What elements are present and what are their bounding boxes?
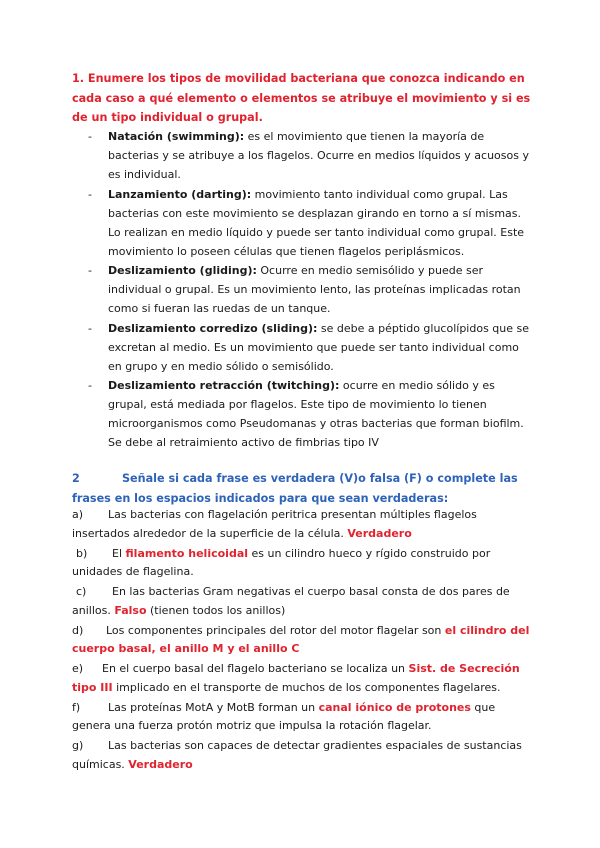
statement-d [72,622,534,659]
statement-label: g) [72,739,84,752]
statement-answer: el cilindro del cuerpo basal, el anillo M y el anillo C [72,623,530,655]
list-item [72,376,534,452]
list-item [72,319,534,376]
statement-label: e) [72,662,84,675]
statement-label: d) [72,623,84,637]
statement-g [72,737,534,774]
item-term: Deslizamiento corredizo (sliding): [108,321,318,335]
statement-f [72,699,534,736]
statement-answer: Verdadero [128,757,193,771]
statement-text: Las bacterias con flagelación peritrica presentan múltiples flagelos insertados alrededor de la superficie de la célula. [72,508,477,540]
statement-text: El [112,546,126,560]
statement-after: (tienen todos los anillos) [146,603,286,617]
statement-text: En las bacterias Gram negativas el cuerpo basal consta de dos pares de anillos. [72,585,510,617]
statement-after: que genera una fuerza protón motriz que impulsa la rotación flagelar. [72,700,496,732]
statement-answer: Sist. de Secreción tipo III [72,662,520,694]
list-item [72,127,534,184]
item-term: Lanzamiento (darting): [108,187,252,201]
list-item [72,261,534,318]
statement-answer: Verdadero [347,526,412,540]
statement-after: implicado en el transporte de muchos de los componentes flagelares. [112,680,501,694]
statement-c [72,583,534,620]
statement-answer: canal iónico de protones [318,700,471,714]
motility-list [72,127,534,453]
item-text: ocurre en medio sólido y es grupal, está mediada por flagelos. Este tipo de movimiento lo tienen microorganismos como Pseudomanas y otras bacterias que forman biofilm. Se debe al retraimiento activo de fimbrias tipo IV [108,379,524,449]
question-1-title: 1. Enumere los tipos de movilidad bacteriana que conozca indicando en cada caso a qué elemento o elementos se atribuye el movimiento y si es de un tipo individual o grupal. [72,72,531,124]
statement-text: Las proteínas MotA y MotB forman un [108,700,319,714]
item-term: Deslizamiento (gliding): [108,264,257,277]
item-term: Natación (swimming): [108,130,245,143]
bullet-dash: - [88,264,92,277]
statement-label: c) [76,585,87,598]
question-number: 2 [72,472,80,485]
statement-text: Las bacterias son capaces de detectar gradientes espaciales de sustancias químicas. [72,739,522,771]
statement-text: En el cuerpo basal del flagelo bacteriano se localiza un [102,662,409,675]
item-text: es el movimiento que tienen la mayoría de bacterias y se atribuye a los flagelos. Ocurre en medios líquidos y acuosos y es individual. [108,130,529,181]
bullet-dash: - [88,130,92,143]
statement-answer: Falso [114,603,147,617]
bullet-dash: - [88,187,92,201]
statement-b [72,545,534,582]
bullet-dash: - [88,321,92,335]
item-text: se debe a péptido glucolípidos que se excretan al medio. Es un movimiento que puede ser tanto individual como en grupo y en medio sólido o semisólido. [108,321,530,373]
statement-answer: filamento helicoidal [125,546,249,560]
list-item [72,185,534,261]
item-term: Deslizamiento retracción (twitching): [108,379,340,392]
item-text: movimiento tanto individual como grupal. Las bacterias con este movimiento se desplazan girando en torno a sí mismas. Lo realizan en medio líquido y puede ser tanto individual como grupal. Este movimiento lo poseen células que tienen flagelos periplásmicos. [108,187,525,258]
statement-label: b) [76,546,88,560]
statement-e [72,660,534,697]
statement-text: Los componentes principales del rotor del motor flagelar son [106,623,445,637]
item-text: Ocurre en medio semisólido y puede ser individual o grupal. Es un movimiento lento, las proteínas implicadas rotan como si fueran las ruedas de un tanque. [108,264,521,315]
statement-after: es un cilindro hueco y rígido construido por unidades de flagelina. [72,546,491,578]
statement-a [72,506,534,543]
statement-label: f) [72,700,81,714]
question-2-title [72,469,534,508]
question-2-text: Señale si cada frase es verdadera (V)o falsa (F) o complete las frases en los espacios indicados para que sean verdaderas: [72,472,518,505]
true-false-items [72,506,534,776]
bullet-dash: - [88,379,92,392]
statement-label: a) [72,508,84,521]
